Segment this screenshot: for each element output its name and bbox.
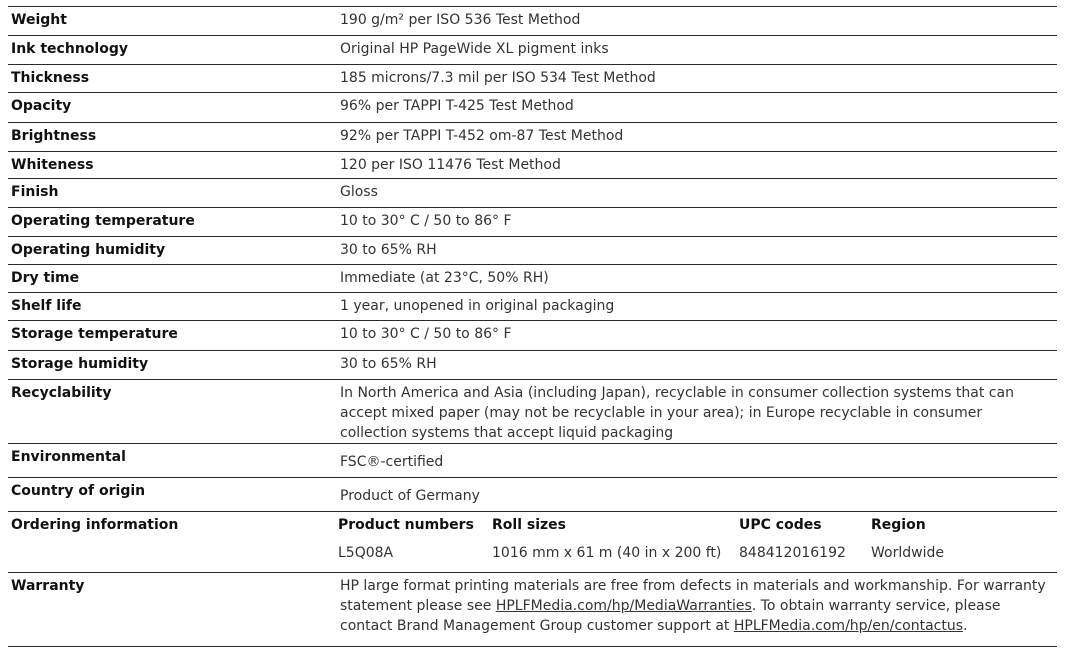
spec-label: Ink technology (11, 41, 128, 57)
ordering-header-upc-codes: UPC codes (739, 517, 822, 533)
spec-row-country-of-origin (8, 477, 1057, 511)
media-warranties-link[interactable]: HPLFMedia.com/hp/MediaWarranties (495, 598, 752, 614)
spec-row-dry-time (8, 264, 1057, 292)
spec-label: Recyclability (11, 385, 112, 401)
spec-row-operating-temperature (8, 207, 1057, 236)
spec-label: Shelf life (11, 298, 82, 314)
ordering-table (340, 512, 1057, 572)
spec-row-warranty (8, 572, 1057, 647)
spec-row-operating-humidity (8, 236, 1057, 264)
spec-row-thickness (8, 64, 1057, 92)
spec-value: 30 to 65% RH (340, 356, 437, 372)
spec-label: Storage humidity (11, 356, 149, 372)
spec-label: Brightness (11, 128, 97, 144)
spec-value: In North America and Asia (including Japan), recyclable in consumer collection systems that can accept mixed paper (may not be recyclable in your area); in Europe recyclable in consumer collection systems that accept liquid packaging (340, 385, 1014, 441)
spec-value: 92% per TAPPI T-452 om-87 Test Method (340, 128, 624, 144)
spec-label: Environmental (11, 449, 126, 465)
ordering-header-roll-sizes: Roll sizes (492, 517, 566, 533)
spec-row-shelf-life (8, 292, 1057, 320)
spec-value: FSC®-certified (340, 454, 444, 470)
spec-row-weight (8, 6, 1057, 35)
spec-value: 120 per ISO 11476 Test Method (340, 157, 561, 173)
spec-label: Operating temperature (11, 213, 195, 229)
ordering-header-region: Region (871, 517, 926, 533)
spec-label: Whiteness (11, 157, 94, 173)
spec-label: Storage temperature (11, 326, 178, 342)
spec-row-storage-temperature (8, 320, 1057, 350)
spec-row-environmental (8, 443, 1057, 477)
spec-value: 30 to 65% RH (340, 242, 437, 258)
spec-value: 96% per TAPPI T-425 Test Method (340, 98, 574, 114)
warranty-text (340, 573, 1057, 646)
spec-value: Product of Germany (340, 488, 480, 504)
ordering-header-product-numbers: Product numbers (338, 517, 474, 533)
contact-us-link[interactable]: HPLFMedia.com/hp/en/contactus (733, 618, 964, 634)
spec-row-ink-technology (8, 35, 1057, 64)
spec-value: 10 to 30° C / 50 to 86° F (340, 326, 512, 342)
spec-value: Immediate (at 23°C, 50% RH) (340, 270, 549, 286)
spec-row-storage-humidity (8, 350, 1057, 379)
spec-label: Country of origin (11, 483, 146, 499)
spec-label: Thickness (11, 70, 90, 86)
spec-label: Ordering information (11, 517, 179, 533)
spec-row-whiteness (8, 151, 1057, 178)
spec-value: Gloss (340, 184, 378, 200)
spec-value: Original HP PageWide XL pigment inks (340, 41, 609, 57)
spec-row-recyclability (8, 379, 1057, 443)
ordering-upc-code: 848412016192 (739, 545, 846, 561)
spec-label: Warranty (11, 578, 85, 594)
spec-value: 1 year, unopened in original packaging (340, 298, 615, 314)
spec-label: Dry time (11, 270, 80, 286)
spec-row-brightness (8, 122, 1057, 151)
spec-row-opacity (8, 92, 1057, 122)
spec-value: 190 g/m² per ISO 536 Test Method (340, 12, 581, 28)
ordering-grid (340, 515, 1053, 563)
spec-label: Finish (11, 184, 59, 200)
spec-table (8, 6, 1057, 647)
spec-value: 185 microns/7.3 mil per ISO 534 Test Method (340, 70, 656, 86)
warranty-text-2: . To obtain warranty service, please contact Brand Management Group customer support at (340, 598, 1001, 634)
warranty-text-3: . (963, 618, 968, 634)
spec-label: Opacity (11, 98, 72, 114)
spec-row-ordering-information (8, 511, 1057, 572)
spec-label: Weight (11, 12, 67, 28)
spec-value: 10 to 30° C / 50 to 86° F (340, 213, 512, 229)
spec-label: Operating humidity (11, 242, 166, 258)
spec-row-finish (8, 178, 1057, 207)
ordering-region: Worldwide (871, 545, 944, 561)
ordering-product-number: L5Q08A (338, 545, 394, 561)
ordering-roll-size: 1016 mm x 61 m (40 in x 200 ft) (492, 545, 722, 561)
warranty-text-1: HP large format printing materials are free from defects in materials and workmanship. For warranty statement please see (340, 578, 1046, 614)
